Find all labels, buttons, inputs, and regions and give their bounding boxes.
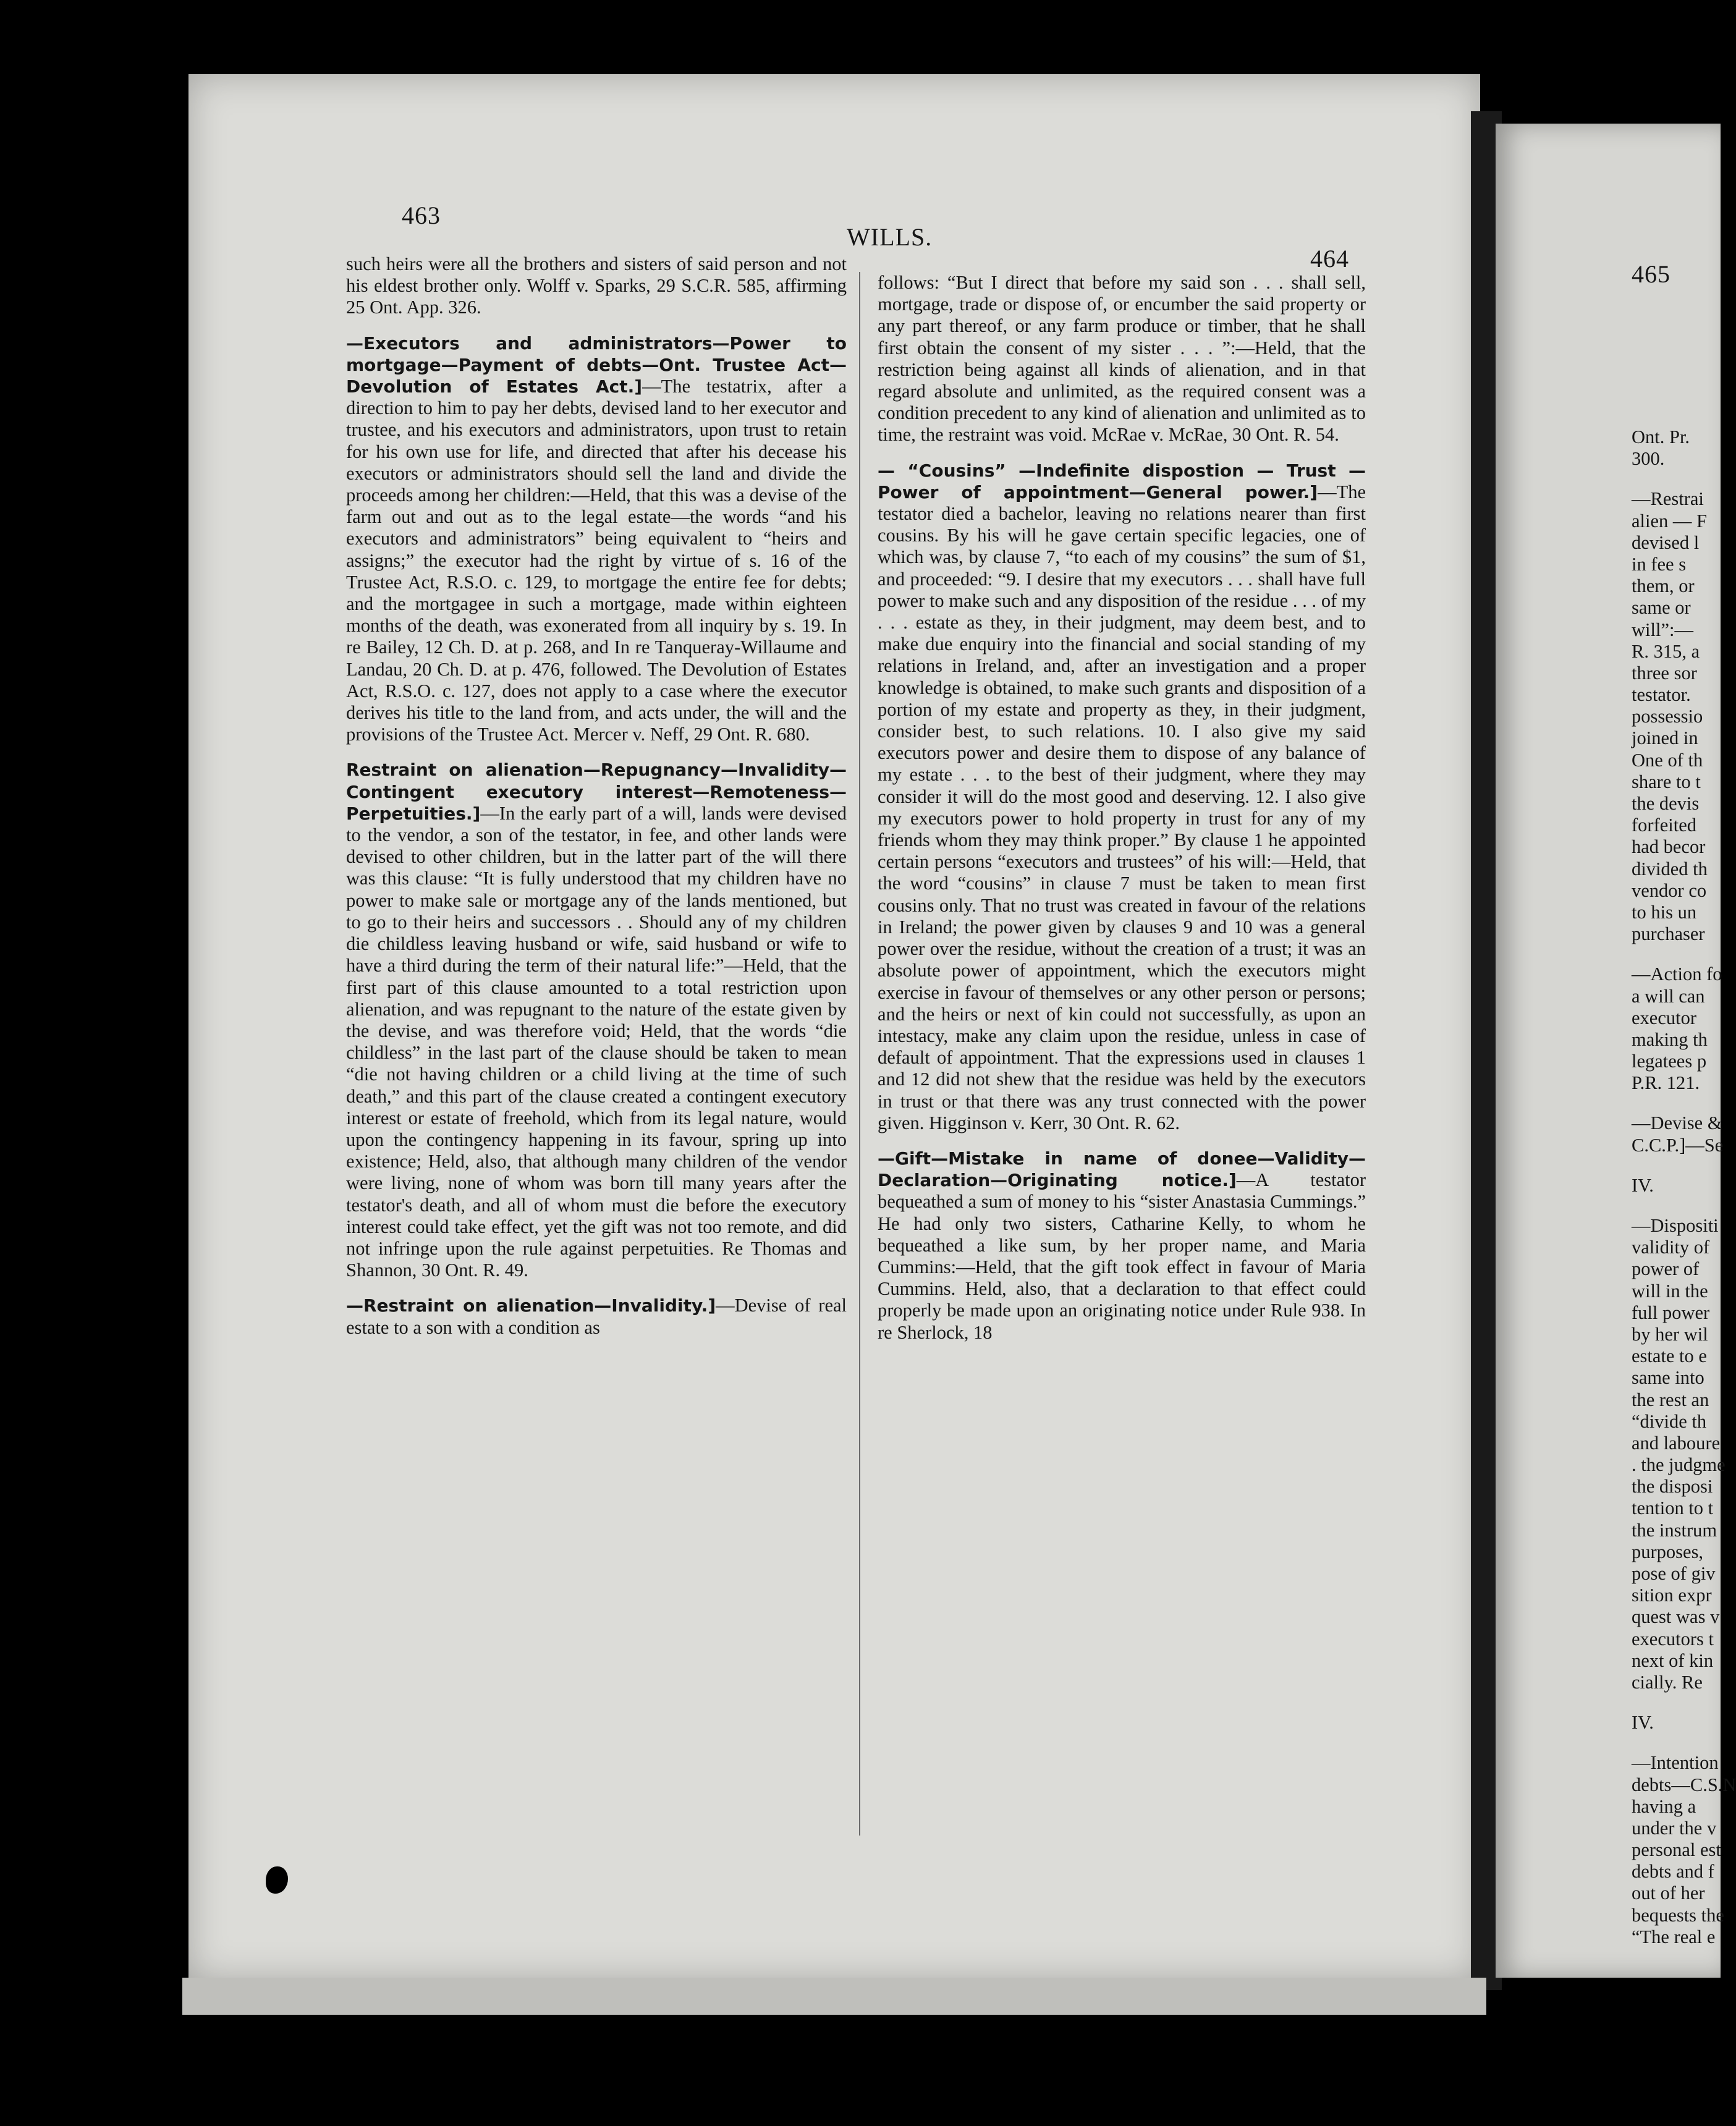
fragment-line: —Intention	[1632, 1752, 1719, 1774]
paragraph-text: —In the early part of a will, lands were devised to the vendor, a son of the testator, in fee, and other lands were devised to other children, but in the latter part of the will there was this clause: “It is fully understood that my children have no power to make sale or mortgage any of the lands mentioned, but to go to their heirs and successors . . Should any of my children die childless leaving husband or wife, said husband or wife to have a third during the term of their natural life:”—Held, that the first part of this clause amounted to a total restriction upon alienation, and was repugnant to the nature of the estate given by the devise, and was therefore void; Held, that the words “die childless” in the last part of the clause should be taken to mean “die not having children or a child living at the time of such death,” and this part of the clause created a contingent executory interest or estate of freehold, which from its legal nature, would upon the contingency happening in its favour, spring up into existence; Held, also, that although many children of the vendor were living, none of whom was born till many years after the testator's death, and all of whom must die before the executory interest could take effect, yet the gift was not too remote, and did not infringe upon the rule against perpetuities. Re Thomas and Shannon, 30 Ont. R. 49.	[346, 802, 847, 1281]
fragment-line: One of th	[1632, 749, 1703, 771]
paragraph-text: —Devise of real estate to a son with a condition as	[346, 1295, 847, 1338]
fragment-line: legatees p	[1632, 1051, 1707, 1072]
fragment-line: quest was v	[1632, 1606, 1720, 1628]
fragment-line: testator.	[1632, 684, 1691, 706]
fragment-line: purchaser	[1632, 923, 1705, 945]
fragment-line: forfeited	[1632, 815, 1696, 836]
fragment-line: “divide th	[1632, 1410, 1707, 1432]
paragraph-heading: — “Cousins” —Indefinite dispostion — Trust — Power of appointment—General power.]	[878, 460, 1366, 502]
fragment-line: having a	[1632, 1795, 1696, 1817]
fragment-line: possessio	[1632, 706, 1703, 727]
fragment-line: under the v	[1632, 1817, 1717, 1839]
fragment-line: executor	[1632, 1007, 1696, 1028]
column-divider	[859, 272, 860, 1836]
fragment-line: full power	[1632, 1302, 1710, 1323]
fragment-line	[1632, 1693, 1724, 1712]
fragment-line: by her wil	[1632, 1323, 1708, 1345]
fragment-line: sition expr	[1632, 1585, 1712, 1606]
fragment-line: validity of	[1632, 1237, 1710, 1258]
fragment-line: tention to t	[1632, 1497, 1714, 1519]
fragment-line: joined in	[1632, 727, 1698, 749]
fragment-line: —Dispositi	[1632, 1215, 1719, 1236]
page-edge	[182, 1978, 1486, 2015]
running-title: WILLS.	[847, 223, 933, 251]
fragment-line: IV.	[1632, 1174, 1654, 1196]
fragment-line: same or	[1632, 597, 1691, 619]
fragment-line: cially. Re	[1632, 1671, 1703, 1693]
paragraph	[346, 253, 847, 319]
paragraph-text: —The testator died a bachelor, leaving no relations nearer than first cousins. By his will he gave certain specific legacies, one of which was, by clause 7, “to each of my cousins” the sum of $1, and proceeded: “9. I desire that my executors . . . shall have full power to make such and any disposition of the residue . . . of my . . . estate as they, in their judgment, may deem best, and to make due enquiry into the financial and social standing of my relations in Ireland, and, after an investigation and a proper knowledge is obtained, to make such grants and disposition of a portion of my estate and property as they, in their judgment, consider best, to such relations. 10. I also give my said executors power and desire them to dispose of any balance of my estate . . . to the best of their judgment, where they may consider it will do the most good and deserving. 12. I also give my executors power to hold property in trust for any of my friends whom they may think proper.” By clause 1 he appointed certain persons “executors and trustees” of his will:—Held, that the word “cousins” in clause 7 must be taken to mean first cousins only. That no trust was created in favour of the relations in Ireland; the power given by clauses 9 and 10 was a general power over the residue, without the creation of a trust; it was an absolute power of appointment, which the executors might exercise in favour of themselves or any other person or persons; and the heirs or next of kin could not successfully, as upon an intestacy, make any claim upon the residue, unless in case of default of appointment. That the expressions used in clauses 1 and 12 did not shew that the residue was held by the executors in trust or that there was any trust connected with the power given. Higginson v. Kerr, 30 Ont. R. 62.	[878, 481, 1366, 1133]
fragment-line: out of her	[1632, 1882, 1705, 1904]
left-page-number: 463	[402, 201, 441, 229]
fragment-line: debts and f	[1632, 1861, 1714, 1882]
fragment-line: IV.	[1632, 1712, 1654, 1734]
fragment-line: next of kin	[1632, 1650, 1714, 1671]
fragment-line: estate to e	[1632, 1345, 1707, 1367]
fragment-line: Ont. Pr.	[1632, 426, 1690, 447]
fragment-line: debts—C.S.N	[1632, 1774, 1736, 1795]
paragraph-text: such heirs were all the brothers and sisters of said person and not his eldest brother only. Wolff v. Sparks, 29 S.C.R. 585, affirming 25 Ont. App. 326.	[346, 253, 847, 318]
fragment-line	[1632, 1094, 1724, 1112]
paragraph-text: follows: “But I direct that before my said son . . . shall sell, mortgage, trade or dispose of, or encumber the said property or any part thereof, or any farm produce or timber, that he shall first obtain the consent of my sister . . . ”:—Held, that the restriction being against all kinds of alienation, and in that regard absolute and unlimited, as the required consent was a condition precedent to any kind of alienation and unlimited as to time, the restraint was void. McRae v. McRae, 30 Ont. R. 54.	[878, 272, 1366, 446]
fragment-line: purposes,	[1632, 1541, 1704, 1562]
fragment-line: pose of giv	[1632, 1563, 1716, 1584]
fragment-line: devised l	[1632, 532, 1700, 553]
right-page-number: 465	[1632, 260, 1670, 288]
fragment-line: the devis	[1632, 793, 1700, 814]
fragment-line: will”:—	[1632, 619, 1693, 640]
fragment-line: will in the	[1632, 1280, 1708, 1302]
paragraph-heading: —Executors and administrators—Power to mortgage—Payment of debts—Ont. Trustee Act—Devolution of Estates Act.]	[346, 332, 847, 397]
fragment-line: P.R. 121.	[1632, 1072, 1700, 1094]
fragment-line: a will can	[1632, 985, 1705, 1007]
fragment-line: alien — F	[1632, 510, 1707, 532]
fragment-line	[1632, 470, 1724, 488]
fragment-line: personal est	[1632, 1839, 1721, 1861]
paragraph-text: —The testatrix, after a direction to him to pay her debts, devised land to her executor and trustee, and his executors and administrators, upon trust to retain for his own use for life, and directed that after his decease his executors or administrators should sell the land and divide the proceeds among her children:—Held, that this was a devise of the farm out and out as to the legal estate—the words “and his executors and administrators” being equivalent to “heirs and assigns;” the executor had the right by virtue of s. 16 of the Trustee Act, R.S.O. c. 129, to mortgage the entire fee for debts; and the mortgagee in such a mortgage, made within eighteen months of the death, was exonerated from all inquiry by s. 19. In re Bailey, 12 Ch. D. at p. 268, and In re Tanqueray-Willaume and Landau, 20 Ch. D. at p. 476, followed. The Devolution of Estates Act, R.S.O. c. 127, does not apply to a case where the executor derives his title to the land from, and acts under, the will and the provisions of the Trustee Act. Mercer v. Neff, 29 Ont. R. 680.	[346, 376, 847, 745]
paragraph	[878, 1148, 1366, 1344]
fragment-line: them, or	[1632, 575, 1695, 597]
fragment-line	[1632, 1196, 1724, 1215]
paragraph	[878, 460, 1366, 1134]
fragment-line: to his un	[1632, 901, 1697, 923]
fragment-line: had becor	[1632, 836, 1706, 858]
partial-page-fragment	[1632, 426, 1736, 1948]
paragraph-heading: Restraint on alienation—Repugnancy—Invalidity—Contingent executory interest—Remoteness—Perpetuities.]	[346, 760, 847, 824]
fragment-line: executors t	[1632, 1628, 1714, 1650]
fragment-line: the rest an	[1632, 1389, 1709, 1410]
fragment-line: share to t	[1632, 771, 1701, 792]
paragraph-text: —A testator bequeathed a sum of money to his “sister Anastasia Cummings.” He had only two sisters, Catharine Kelly, to whom he bequeathed a like sum, by her proper name, and Maria Cummins:—Held, that the gift took effect in favour of Maria Cummins. Held, also, that a declaration to that effect could properly be made upon an originating notice under Rule 938. In re Sherlock, 18	[878, 1169, 1366, 1343]
paragraph	[878, 272, 1366, 446]
paragraph	[346, 332, 847, 746]
fragment-line	[1632, 945, 1724, 963]
fragment-line: 300.	[1632, 448, 1665, 470]
fragment-line: bequests the	[1632, 1904, 1724, 1926]
middle-page-number: 464	[1310, 245, 1349, 273]
fragment-line: “The real e	[1632, 1926, 1716, 1947]
fragment-line: and laboure	[1632, 1432, 1721, 1454]
fragment-line: vendor co	[1632, 879, 1707, 901]
paragraph	[346, 759, 847, 1281]
right-text-column	[878, 272, 1366, 1357]
fragment-line: power of	[1632, 1258, 1700, 1280]
fragment-line: R. 315, a	[1632, 640, 1700, 662]
fragment-line: . the judgme	[1632, 1454, 1725, 1476]
fragment-line	[1632, 1156, 1724, 1175]
fragment-line	[1632, 1734, 1724, 1752]
fragment-line: the instrum	[1632, 1519, 1717, 1541]
left-text-column	[346, 253, 847, 1352]
fragment-line: divided th	[1632, 858, 1708, 879]
fragment-line: making th	[1632, 1028, 1708, 1050]
fragment-line: —Devise &	[1632, 1112, 1722, 1134]
fragment-line: in fee s	[1632, 553, 1687, 575]
paragraph-heading: —Gift—Mistake in name of donee—Validity—Declaration—Originating notice.]	[878, 1148, 1366, 1191]
fragment-line: —Restrai	[1632, 488, 1704, 510]
fragment-line: three sor	[1632, 662, 1697, 684]
paragraph-heading: —Restraint on alienation—Invalidity.]	[346, 1295, 716, 1316]
paragraph	[346, 1295, 847, 1338]
fragment-line: C.C.P.]—Se	[1632, 1134, 1724, 1156]
fragment-line: —Action fo	[1632, 963, 1722, 985]
fragment-line: same into	[1632, 1367, 1704, 1389]
fragment-line: the disposi	[1632, 1476, 1713, 1497]
